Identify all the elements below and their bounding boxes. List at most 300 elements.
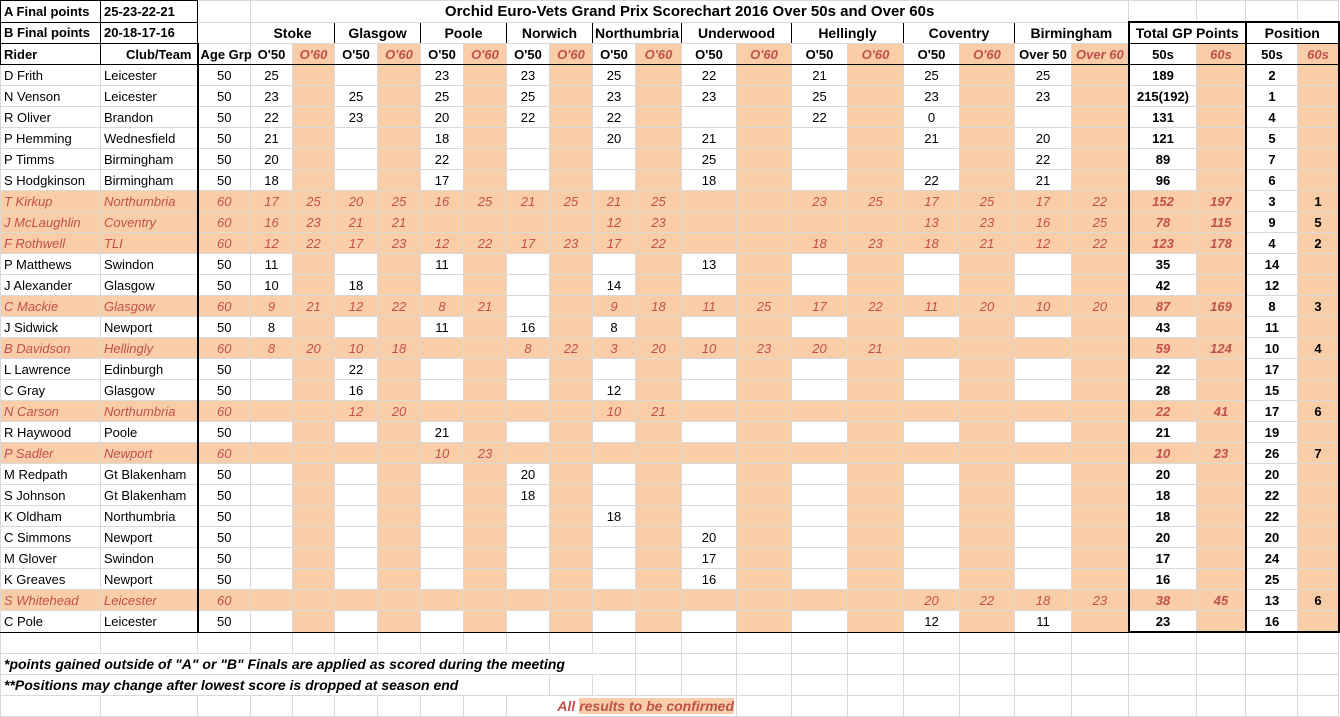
spacer-cell[interactable]: [198, 696, 251, 717]
cell-total-60s[interactable]: [1197, 86, 1246, 107]
cell-total-50s[interactable]: 10: [1129, 443, 1197, 464]
cell-score-glasgow-o60[interactable]: 20: [378, 401, 421, 422]
cell-total-60s[interactable]: 115: [1197, 212, 1246, 233]
cell-score-hellingly-o60[interactable]: [848, 443, 904, 464]
cell-score-northumbria-o50[interactable]: [593, 548, 636, 569]
spacer-cell[interactable]: [1298, 1, 1339, 23]
col-header-norwich-o60[interactable]: O'60: [550, 44, 593, 65]
col-header-poole-o60[interactable]: O'60: [464, 44, 507, 65]
col-header-stoke-o60[interactable]: O'60: [293, 44, 335, 65]
cell-age[interactable]: 50: [198, 107, 251, 128]
spacer-cell[interactable]: [1129, 675, 1197, 696]
cell-score-poole-o50[interactable]: 8: [421, 296, 464, 317]
spacer-cell[interactable]: [1129, 696, 1197, 717]
cell-score-northumbria-o60[interactable]: 21: [636, 401, 682, 422]
cell-pos-50s[interactable]: 22: [1246, 506, 1298, 527]
cell-score-underwood-o60[interactable]: [737, 317, 792, 338]
cell-score-norwich-o60[interactable]: [550, 86, 593, 107]
spacer-cell[interactable]: [335, 632, 378, 654]
cell-score-poole-o50[interactable]: [421, 506, 464, 527]
cell-score-birmingham-o60[interactable]: [1072, 107, 1129, 128]
cell-club[interactable]: Coventry: [101, 212, 198, 233]
cell-score-birmingham-o50[interactable]: [1015, 548, 1072, 569]
cell-score-birmingham-o50[interactable]: [1015, 464, 1072, 485]
cell-score-coventry-o60[interactable]: 22: [960, 590, 1015, 611]
cell-score-hellingly-o60[interactable]: [848, 548, 904, 569]
cell-score-norwich-o60[interactable]: [550, 464, 593, 485]
cell-total-50s[interactable]: 16: [1129, 569, 1197, 590]
cell-score-coventry-o50[interactable]: [904, 527, 960, 548]
cell-score-northumbria-o50[interactable]: [593, 611, 636, 633]
cell-score-poole-o60[interactable]: [464, 401, 507, 422]
cell-score-poole-o60[interactable]: [464, 149, 507, 170]
spacer-cell[interactable]: [1072, 675, 1129, 696]
cell-score-northumbria-o60[interactable]: [636, 107, 682, 128]
cell-score-poole-o60[interactable]: [464, 380, 507, 401]
cell-score-underwood-o60[interactable]: [737, 212, 792, 233]
spacer-cell[interactable]: [636, 654, 682, 675]
cell-score-coventry-o60[interactable]: [960, 464, 1015, 485]
cell-score-birmingham-o50[interactable]: [1015, 485, 1072, 506]
cell-score-stoke-o60[interactable]: [293, 590, 335, 611]
cell-score-norwich-o50[interactable]: [507, 212, 550, 233]
cell-age[interactable]: 50: [198, 65, 251, 86]
cell-score-northumbria-o60[interactable]: 25: [636, 191, 682, 212]
cell-score-norwich-o50[interactable]: 25: [507, 86, 550, 107]
cell-score-coventry-o50[interactable]: 22: [904, 170, 960, 191]
cell-total-60s[interactable]: 178: [1197, 233, 1246, 254]
cell-score-poole-o50[interactable]: 17: [421, 170, 464, 191]
cell-score-glasgow-o50[interactable]: [335, 443, 378, 464]
cell-club[interactable]: Leicester: [101, 611, 198, 633]
cell-score-northumbria-o60[interactable]: [636, 590, 682, 611]
cell-score-northumbria-o60[interactable]: [636, 275, 682, 296]
cell-total-60s[interactable]: 169: [1197, 296, 1246, 317]
cell-score-hellingly-o50[interactable]: [792, 401, 848, 422]
col-header-hellingly-o50[interactable]: O'50: [792, 44, 848, 65]
cell-pos-50s[interactable]: 24: [1246, 548, 1298, 569]
cell-score-hellingly-o60[interactable]: [848, 569, 904, 590]
cell-score-stoke-o60[interactable]: [293, 611, 335, 633]
cell-total-60s[interactable]: [1197, 317, 1246, 338]
cell-age[interactable]: 50: [198, 548, 251, 569]
cell-total-60s[interactable]: [1197, 170, 1246, 191]
cell-pos-60s[interactable]: [1298, 275, 1339, 296]
cell-score-hellingly-o50[interactable]: [792, 527, 848, 548]
cell-score-hellingly-o60[interactable]: [848, 212, 904, 233]
cell-pos-50s[interactable]: 3: [1246, 191, 1298, 212]
cell-score-coventry-o60[interactable]: [960, 254, 1015, 275]
cell-age[interactable]: 50: [198, 86, 251, 107]
cell-score-underwood-o50[interactable]: 10: [682, 338, 737, 359]
spacer-cell[interactable]: [737, 696, 792, 717]
cell-score-birmingham-o60[interactable]: [1072, 170, 1129, 191]
cell-score-glasgow-o50[interactable]: [335, 65, 378, 86]
col-header-glasgow-o60[interactable]: O'60: [378, 44, 421, 65]
cell-score-hellingly-o60[interactable]: 23: [848, 233, 904, 254]
spacer-cell[interactable]: [904, 632, 960, 654]
cell-score-hellingly-o60[interactable]: [848, 422, 904, 443]
cell-score-glasgow-o60[interactable]: 22: [378, 296, 421, 317]
cell-score-birmingham-o60[interactable]: [1072, 443, 1129, 464]
cell-rider-name[interactable]: J Alexander: [1, 275, 101, 296]
cell-score-norwich-o50[interactable]: [507, 590, 550, 611]
cell-score-coventry-o50[interactable]: [904, 317, 960, 338]
cell-score-coventry-o50[interactable]: [904, 401, 960, 422]
cell-score-northumbria-o60[interactable]: [636, 170, 682, 191]
cell-score-stoke-o60[interactable]: [293, 443, 335, 464]
cell-score-stoke-o60[interactable]: [293, 317, 335, 338]
cell-score-underwood-o60[interactable]: [737, 401, 792, 422]
cell-score-northumbria-o60[interactable]: [636, 65, 682, 86]
cell-total-50s[interactable]: 38: [1129, 590, 1197, 611]
cell-score-northumbria-o60[interactable]: [636, 128, 682, 149]
cell-score-birmingham-o60[interactable]: [1072, 485, 1129, 506]
cell-score-glasgow-o50[interactable]: [335, 548, 378, 569]
cell-pos-60s[interactable]: 6: [1298, 590, 1339, 611]
cell-pos-60s[interactable]: [1298, 65, 1339, 86]
cell-score-birmingham-o60[interactable]: [1072, 86, 1129, 107]
cell-score-birmingham-o50[interactable]: [1015, 569, 1072, 590]
cell-score-northumbria-o50[interactable]: 20: [593, 128, 636, 149]
cell-score-hellingly-o60[interactable]: [848, 107, 904, 128]
cell-score-northumbria-o50[interactable]: [593, 359, 636, 380]
cell-score-hellingly-o60[interactable]: [848, 611, 904, 633]
cell-total-60s[interactable]: [1197, 569, 1246, 590]
cell-score-norwich-o60[interactable]: [550, 212, 593, 233]
cell-score-stoke-o50[interactable]: [251, 401, 293, 422]
cell-score-stoke-o60[interactable]: [293, 527, 335, 548]
cell-rider-name[interactable]: J McLaughlin: [1, 212, 101, 233]
cell-score-norwich-o60[interactable]: [550, 548, 593, 569]
cell-total-60s[interactable]: [1197, 149, 1246, 170]
cell-score-norwich-o60[interactable]: [550, 65, 593, 86]
cell-age[interactable]: 50: [198, 149, 251, 170]
cell-score-poole-o60[interactable]: [464, 275, 507, 296]
cell-total-60s[interactable]: [1197, 527, 1246, 548]
cell-score-coventry-o60[interactable]: [960, 65, 1015, 86]
cell-score-hellingly-o50[interactable]: [792, 485, 848, 506]
spacer-cell[interactable]: [378, 632, 421, 654]
cell-rider-name[interactable]: P Hemming: [1, 128, 101, 149]
cell-score-underwood-o50[interactable]: 11: [682, 296, 737, 317]
spacer-cell[interactable]: [904, 675, 960, 696]
spacer-cell[interactable]: [550, 675, 593, 696]
spacer-cell[interactable]: [792, 696, 848, 717]
cell-score-stoke-o60[interactable]: [293, 464, 335, 485]
cell-score-hellingly-o50[interactable]: [792, 317, 848, 338]
cell-score-norwich-o60[interactable]: [550, 443, 593, 464]
cell-score-glasgow-o50[interactable]: [335, 527, 378, 548]
cell-total-50s[interactable]: 121: [1129, 128, 1197, 149]
cell-score-poole-o60[interactable]: [464, 527, 507, 548]
cell-total-50s[interactable]: 20: [1129, 464, 1197, 485]
cell-score-underwood-o60[interactable]: [737, 86, 792, 107]
cell-score-birmingham-o60[interactable]: [1072, 401, 1129, 422]
cell-pos-60s[interactable]: [1298, 569, 1339, 590]
col-header-age[interactable]: Age Grp: [198, 44, 251, 65]
cell-score-coventry-o60[interactable]: [960, 422, 1015, 443]
cell-score-poole-o60[interactable]: [464, 548, 507, 569]
cell-score-glasgow-o50[interactable]: 22: [335, 359, 378, 380]
cell-score-birmingham-o60[interactable]: [1072, 548, 1129, 569]
col-header-birmingham-o60[interactable]: Over 60: [1072, 44, 1129, 65]
cell-score-birmingham-o60[interactable]: [1072, 506, 1129, 527]
cell-score-coventry-o60[interactable]: 21: [960, 233, 1015, 254]
cell-score-northumbria-o60[interactable]: [636, 359, 682, 380]
col-header-coventry-o50[interactable]: O'50: [904, 44, 960, 65]
spacer-cell[interactable]: [1129, 1, 1197, 23]
spacer-cell[interactable]: [1129, 654, 1197, 675]
cell-club[interactable]: Edinburgh: [101, 359, 198, 380]
cell-score-hellingly-o50[interactable]: [792, 443, 848, 464]
cell-score-stoke-o50[interactable]: 18: [251, 170, 293, 191]
cell-total-50s[interactable]: 78: [1129, 212, 1197, 233]
cell-score-hellingly-o60[interactable]: [848, 464, 904, 485]
cell-score-underwood-o60[interactable]: 25: [737, 296, 792, 317]
cell-score-coventry-o50[interactable]: 11: [904, 296, 960, 317]
cell-rider-name[interactable]: B Davidson: [1, 338, 101, 359]
spacer-cell[interactable]: [682, 675, 737, 696]
cell-score-hellingly-o60[interactable]: 22: [848, 296, 904, 317]
cell-score-hellingly-o60[interactable]: [848, 359, 904, 380]
spacer-cell[interactable]: [1298, 632, 1339, 654]
spacer-cell[interactable]: [737, 654, 792, 675]
cell-score-norwich-o50[interactable]: [507, 401, 550, 422]
cell-rider-name[interactable]: K Oldham: [1, 506, 101, 527]
spacer-cell[interactable]: [1197, 1, 1246, 23]
cell-pos-60s[interactable]: 2: [1298, 233, 1339, 254]
cell-pos-60s[interactable]: 4: [1298, 338, 1339, 359]
spacer-cell[interactable]: [636, 675, 682, 696]
cell-score-coventry-o60[interactable]: [960, 128, 1015, 149]
cell-score-glasgow-o60[interactable]: [378, 485, 421, 506]
cell-score-coventry-o60[interactable]: [960, 275, 1015, 296]
cell-club[interactable]: Birmingham: [101, 170, 198, 191]
cell-score-stoke-o50[interactable]: 21: [251, 128, 293, 149]
cell-club[interactable]: Glasgow: [101, 296, 198, 317]
cell-score-poole-o50[interactable]: 23: [421, 65, 464, 86]
cell-score-glasgow-o60[interactable]: [378, 317, 421, 338]
cell-score-norwich-o60[interactable]: [550, 422, 593, 443]
cell-score-underwood-o60[interactable]: [737, 464, 792, 485]
cell-score-northumbria-o50[interactable]: [593, 422, 636, 443]
cell-score-birmingham-o50[interactable]: [1015, 380, 1072, 401]
cell-score-underwood-o50[interactable]: 13: [682, 254, 737, 275]
cell-score-stoke-o60[interactable]: [293, 65, 335, 86]
venue-header-hellingly[interactable]: Hellingly: [792, 22, 904, 44]
spacer-cell[interactable]: [293, 632, 335, 654]
cell-age[interactable]: 50: [198, 464, 251, 485]
cell-score-northumbria-o50[interactable]: 22: [593, 107, 636, 128]
cell-score-hellingly-o60[interactable]: [848, 401, 904, 422]
cell-score-northumbria-o60[interactable]: [636, 254, 682, 275]
cell-score-underwood-o50[interactable]: 23: [682, 86, 737, 107]
cell-club[interactable]: Newport: [101, 317, 198, 338]
cell-score-glasgow-o50[interactable]: 12: [335, 296, 378, 317]
cell-club[interactable]: Gt Blakenham: [101, 464, 198, 485]
cell-score-hellingly-o60[interactable]: [848, 590, 904, 611]
cell-total-60s[interactable]: 45: [1197, 590, 1246, 611]
cell-total-60s[interactable]: [1197, 107, 1246, 128]
cell-score-norwich-o50[interactable]: [507, 359, 550, 380]
spacer-cell[interactable]: [251, 632, 293, 654]
cell-score-underwood-o60[interactable]: [737, 128, 792, 149]
cell-score-stoke-o50[interactable]: 25: [251, 65, 293, 86]
cell-pos-60s[interactable]: [1298, 422, 1339, 443]
cell-total-60s[interactable]: [1197, 128, 1246, 149]
col-header-northumbria-o60[interactable]: O'60: [636, 44, 682, 65]
cell-pos-50s[interactable]: 15: [1246, 380, 1298, 401]
cell-score-glasgow-o50[interactable]: [335, 170, 378, 191]
cell-score-norwich-o60[interactable]: [550, 275, 593, 296]
spacer-cell[interactable]: [1246, 696, 1298, 717]
cell-total-60s[interactable]: 23: [1197, 443, 1246, 464]
cell-pos-50s[interactable]: 20: [1246, 527, 1298, 548]
cell-total-60s[interactable]: [1197, 464, 1246, 485]
cell-pos-50s[interactable]: 4: [1246, 107, 1298, 128]
cell-score-coventry-o50[interactable]: [904, 548, 960, 569]
cell-score-glasgow-o60[interactable]: [378, 527, 421, 548]
cell-score-underwood-o60[interactable]: [737, 443, 792, 464]
cell-age[interactable]: 50: [198, 569, 251, 590]
cell-score-hellingly-o50[interactable]: [792, 464, 848, 485]
cell-score-glasgow-o60[interactable]: [378, 86, 421, 107]
cell-pos-50s[interactable]: 17: [1246, 401, 1298, 422]
cell-total-50s[interactable]: 35: [1129, 254, 1197, 275]
cell-total-50s[interactable]: 22: [1129, 359, 1197, 380]
cell-score-coventry-o60[interactable]: [960, 569, 1015, 590]
cell-pos-60s[interactable]: 1: [1298, 191, 1339, 212]
cell-score-poole-o50[interactable]: [421, 611, 464, 633]
cell-score-coventry-o60[interactable]: [960, 506, 1015, 527]
cell-score-stoke-o60[interactable]: [293, 149, 335, 170]
cell-score-poole-o60[interactable]: [464, 86, 507, 107]
cell-rider-name[interactable]: R Haywood: [1, 422, 101, 443]
spacer-cell[interactable]: [960, 654, 1015, 675]
cell-score-birmingham-o60[interactable]: [1072, 65, 1129, 86]
cell-score-norwich-o50[interactable]: 21: [507, 191, 550, 212]
cell-score-birmingham-o60[interactable]: [1072, 464, 1129, 485]
cell-score-birmingham-o50[interactable]: [1015, 527, 1072, 548]
cell-score-coventry-o50[interactable]: 23: [904, 86, 960, 107]
cell-score-coventry-o60[interactable]: [960, 443, 1015, 464]
cell-score-poole-o60[interactable]: [464, 212, 507, 233]
cell-score-northumbria-o50[interactable]: [593, 590, 636, 611]
cell-score-stoke-o50[interactable]: [251, 569, 293, 590]
cell-rider-name[interactable]: L Lawrence: [1, 359, 101, 380]
cell-score-northumbria-o60[interactable]: [636, 86, 682, 107]
cell-score-birmingham-o50[interactable]: 12: [1015, 233, 1072, 254]
spacer-cell[interactable]: [682, 654, 737, 675]
cell-score-northumbria-o50[interactable]: 23: [593, 86, 636, 107]
cell-score-glasgow-o50[interactable]: 12: [335, 401, 378, 422]
cell-score-underwood-o50[interactable]: [682, 590, 737, 611]
cell-pos-50s[interactable]: 16: [1246, 611, 1298, 633]
cell-score-northumbria-o50[interactable]: 14: [593, 275, 636, 296]
cell-score-underwood-o50[interactable]: [682, 485, 737, 506]
cell-score-birmingham-o50[interactable]: [1015, 275, 1072, 296]
cell-score-coventry-o60[interactable]: [960, 338, 1015, 359]
cell-score-stoke-o60[interactable]: [293, 506, 335, 527]
spacer-cell[interactable]: [1298, 654, 1339, 675]
cell-score-poole-o60[interactable]: [464, 254, 507, 275]
cell-score-underwood-o60[interactable]: [737, 506, 792, 527]
cell-total-50s[interactable]: 152: [1129, 191, 1197, 212]
cell-score-birmingham-o50[interactable]: 18: [1015, 590, 1072, 611]
cell-score-underwood-o60[interactable]: [737, 65, 792, 86]
cell-club[interactable]: Hellingly: [101, 338, 198, 359]
cell-score-norwich-o50[interactable]: 23: [507, 65, 550, 86]
cell-score-underwood-o50[interactable]: [682, 275, 737, 296]
spacer-cell[interactable]: [1, 632, 101, 654]
cell-club[interactable]: Swindon: [101, 548, 198, 569]
cell-score-hellingly-o50[interactable]: 17: [792, 296, 848, 317]
cell-score-hellingly-o50[interactable]: 25: [792, 86, 848, 107]
col-header-pos-50s[interactable]: 50s: [1246, 44, 1298, 65]
venue-header-northumbria[interactable]: Northumbria: [593, 22, 682, 44]
cell-score-underwood-o50[interactable]: [682, 422, 737, 443]
cell-score-norwich-o50[interactable]: [507, 569, 550, 590]
cell-score-hellingly-o50[interactable]: 18: [792, 233, 848, 254]
col-header-poole-o50[interactable]: O'50: [421, 44, 464, 65]
cell-pos-50s[interactable]: 5: [1246, 128, 1298, 149]
cell-score-stoke-o50[interactable]: 22: [251, 107, 293, 128]
cell-score-northumbria-o50[interactable]: 8: [593, 317, 636, 338]
cell-age[interactable]: 60: [198, 296, 251, 317]
cell-score-birmingham-o60[interactable]: [1072, 569, 1129, 590]
cell-score-glasgow-o50[interactable]: [335, 569, 378, 590]
cell-score-poole-o50[interactable]: 16: [421, 191, 464, 212]
cell-score-underwood-o50[interactable]: [682, 443, 737, 464]
cell-score-stoke-o50[interactable]: 8: [251, 317, 293, 338]
cell-score-coventry-o50[interactable]: [904, 443, 960, 464]
cell-score-birmingham-o60[interactable]: [1072, 338, 1129, 359]
cell-pos-60s[interactable]: [1298, 506, 1339, 527]
cell-score-poole-o60[interactable]: [464, 611, 507, 633]
cell-score-coventry-o50[interactable]: [904, 338, 960, 359]
cell-score-stoke-o50[interactable]: 23: [251, 86, 293, 107]
cell-b-final-label[interactable]: B Final points: [1, 22, 101, 44]
cell-score-birmingham-o60[interactable]: 25: [1072, 212, 1129, 233]
cell-score-poole-o60[interactable]: 25: [464, 191, 507, 212]
cell-club[interactable]: Birmingham: [101, 149, 198, 170]
spacer-cell[interactable]: [904, 696, 960, 717]
cell-rider-name[interactable]: J Sidwick: [1, 317, 101, 338]
cell-total-50s[interactable]: 189: [1129, 65, 1197, 86]
cell-score-birmingham-o50[interactable]: 11: [1015, 611, 1072, 633]
cell-score-glasgow-o60[interactable]: [378, 149, 421, 170]
cell-score-birmingham-o60[interactable]: [1072, 317, 1129, 338]
cell-score-hellingly-o50[interactable]: [792, 506, 848, 527]
cell-score-birmingham-o60[interactable]: 23: [1072, 590, 1129, 611]
cell-score-norwich-o60[interactable]: [550, 128, 593, 149]
cell-score-coventry-o50[interactable]: 13: [904, 212, 960, 233]
cell-score-underwood-o50[interactable]: [682, 464, 737, 485]
cell-score-coventry-o50[interactable]: [904, 485, 960, 506]
cell-total-50s[interactable]: 215(192): [1129, 86, 1197, 107]
cell-score-coventry-o50[interactable]: [904, 359, 960, 380]
cell-score-norwich-o60[interactable]: [550, 527, 593, 548]
cell-age[interactable]: 50: [198, 422, 251, 443]
cell-score-birmingham-o50[interactable]: [1015, 254, 1072, 275]
spacer-cell[interactable]: [1015, 675, 1072, 696]
cell-score-poole-o60[interactable]: [464, 65, 507, 86]
cell-score-poole-o50[interactable]: 21: [421, 422, 464, 443]
cell-score-norwich-o50[interactable]: [507, 380, 550, 401]
cell-score-coventry-o60[interactable]: 23: [960, 212, 1015, 233]
cell-score-hellingly-o60[interactable]: [848, 254, 904, 275]
